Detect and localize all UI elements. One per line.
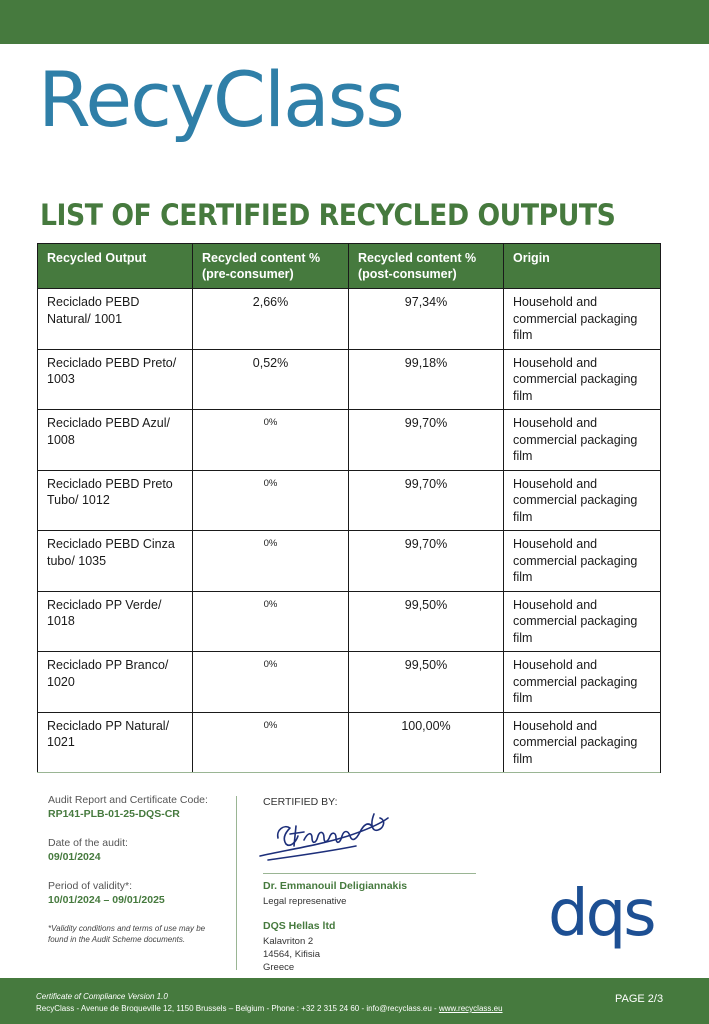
bottom-banner [0, 978, 709, 1024]
cell-origin: Household and commercial packaging film [504, 349, 661, 410]
header-pre-consumer: Recycled content % (pre-consumer) [193, 244, 349, 289]
cell-post-consumer: 99,70% [349, 531, 504, 592]
cell-pre-consumer: 2,66% [193, 289, 349, 350]
cell-post-consumer: 99,18% [349, 349, 504, 410]
cell-output: Reciclado PEBD Natural/ 1001 [38, 289, 193, 350]
audit-date: 09/01/2024 [48, 851, 101, 863]
cell-origin: Household and commercial packaging film [504, 531, 661, 592]
table-row [38, 712, 661, 773]
cell-pre-consumer: 0% [193, 712, 349, 773]
website-link[interactable]: www.recyclass.eu [438, 1004, 503, 1013]
address-line-2: 14564, Kifisia [263, 949, 321, 960]
cell-origin: Household and commercial packaging film [504, 410, 661, 471]
cell-post-consumer: 100,00% [349, 712, 504, 773]
address-line-3: Greece [263, 962, 295, 973]
footer-divider [37, 772, 660, 773]
page-number: PAGE 2/3 [615, 993, 664, 1005]
certified-outputs-table [37, 243, 661, 773]
header-post-consumer: Recycled content % (post-consumer) [349, 244, 504, 289]
signature-line [263, 873, 476, 874]
audit-code: RP141-PLB-01-25-DQS-CR [48, 808, 180, 820]
cell-post-consumer: 99,70% [349, 470, 504, 531]
cell-output: Reciclado PP Branco/ 1020 [38, 652, 193, 713]
header-origin: Origin [504, 244, 661, 289]
contact-info [36, 1004, 503, 1013]
validity-label: Period of validity*: [48, 880, 133, 892]
cell-output: Reciclado PEBD Preto/ 1003 [38, 349, 193, 410]
signer-name: Dr. Emmanouil Deligiannakis [263, 880, 408, 892]
table-row [38, 652, 661, 713]
cell-pre-consumer: 0% [193, 652, 349, 713]
certified-by-label: CERTIFIED BY: [263, 796, 338, 808]
cell-post-consumer: 99,50% [349, 652, 504, 713]
cell-pre-consumer: 0% [193, 410, 349, 471]
audit-code-label: Audit Report and Certificate Code: [48, 794, 208, 806]
footer-vertical-divider [236, 796, 237, 970]
validity-note: *Validity conditions and terms of use may be found in the Audit Scheme documents. [48, 924, 206, 944]
cell-pre-consumer: 0% [193, 591, 349, 652]
page-title: LIST OF CERTIFIED RECYCLED OUTPUTS [40, 198, 616, 232]
address-line-1: Kalavriton 2 [263, 936, 314, 947]
certifier-company: DQS Hellas ltd [263, 920, 336, 932]
cell-output: Reciclado PP Natural/ 1021 [38, 712, 193, 773]
signature-image [256, 806, 396, 873]
cell-pre-consumer: 0,52% [193, 349, 349, 410]
table-row [38, 289, 661, 350]
table-header-row [38, 244, 661, 289]
cell-output: Reciclado PP Verde/ 1018 [38, 591, 193, 652]
cell-origin: Household and commercial packaging film [504, 289, 661, 350]
cell-origin: Household and commercial packaging film [504, 652, 661, 713]
cell-output: Reciclado PEBD Azul/ 1008 [38, 410, 193, 471]
table-row [38, 349, 661, 410]
cell-origin: Household and commercial packaging film [504, 591, 661, 652]
table-row [38, 470, 661, 531]
audit-info [48, 794, 223, 945]
cell-post-consumer: 99,50% [349, 591, 504, 652]
table-row [38, 591, 661, 652]
cell-post-consumer: 97,34% [349, 289, 504, 350]
validity-period: 10/01/2024 – 09/01/2025 [48, 894, 165, 906]
cell-post-consumer: 99,70% [349, 410, 504, 471]
header-recycled-output: Recycled Output [38, 244, 193, 289]
compliance-version: Certificate of Compliance Version 1.0 [36, 992, 168, 1001]
table-row [38, 410, 661, 471]
signer-role: Legal represenative [263, 896, 347, 907]
cell-origin: Household and commercial packaging film [504, 470, 661, 531]
recyclass-logo: RecyClass [38, 55, 403, 144]
cell-pre-consumer: 0% [193, 531, 349, 592]
cell-output: Reciclado PEBD Preto Tubo/ 1012 [38, 470, 193, 531]
dqs-logo: dqs [548, 877, 654, 951]
cell-pre-consumer: 0% [193, 470, 349, 531]
top-banner [0, 0, 709, 44]
cell-origin: Household and commercial packaging film [504, 712, 661, 773]
table-row [38, 531, 661, 592]
audit-date-label: Date of the audit: [48, 837, 128, 849]
contact-text: RecyClass - Avenue de Broqueville 12, 1150 Brussels – Belgium - Phone : +32 2 315 24 60 - info@recyclass.eu - [36, 1004, 439, 1013]
cell-output: Reciclado PEBD Cinza tubo/ 1035 [38, 531, 193, 592]
